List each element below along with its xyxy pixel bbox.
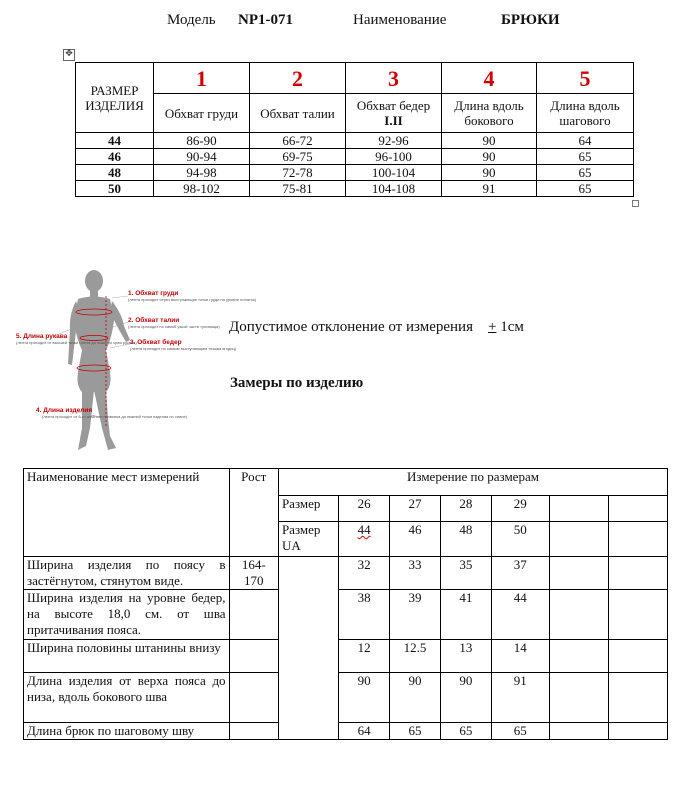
table-row: Длина изделия от верха пояса до низа, вдоль бокового шва 90 90 90 91 [24,673,668,723]
tolerance-text: Допустимое отклонение от измерения + 1см [229,319,524,335]
col-number: 2 [250,63,346,94]
size-header: РАЗМЕР ИЗДЕЛИЯ [76,63,154,133]
svg-text:(лента проходит от высшей точк: (лента проходит от высшей точки плеча до нижнего края рукава) [16,340,137,345]
name-header: Наименование мест измерений [24,469,230,557]
table-move-handle[interactable]: ✥ [63,49,75,61]
col-label: Обхват бедер I.II [346,94,442,133]
col-number: 4 [442,63,537,94]
name-value: БРЮКИ [501,12,560,28]
col-label: Длина вдоль бокового [442,94,537,133]
svg-text:(лента проходит по самой узкой: (лента проходит по самой узкой части туловища) [128,324,220,329]
col-number: 1 [154,63,250,94]
figure-label-waist: 2. Обхват талии [128,317,180,324]
figure-label-sleeve: 5. Длина рукава [16,333,68,340]
table-row: 48 94-98 72-78 100-104 90 65 [76,165,634,181]
col-label: Длина вдоль шагового [537,94,634,133]
model-label: Модель [167,12,216,28]
height-value: 164-170 [229,557,278,590]
table-row: 46 90-94 69-75 96-100 90 65 [76,149,634,165]
table-row: Ширина изделия по поясу в застёгнутом, стянутом виде. 164-170 32 33 35 37 [24,557,668,590]
figure-label-length: 4. Длина изделия [36,407,93,414]
figure-label-hips: 3. Обхват бедер [130,339,182,346]
body-measurement-figure [14,268,257,454]
svg-text:(лента проходит через выступаю: (лента проходит через выступающие точки груди на уровне лопаток) [128,297,257,302]
col-number: 5 [537,63,634,94]
table-resize-handle[interactable] [632,200,639,207]
size-label: Размер [278,496,338,522]
svg-text:(лента проходит от 6-го шейног: (лента проходит от 6-го шейного позвонка до нижней точки изделия по спине) [42,414,188,419]
col-label: Обхват талии [250,94,346,133]
name-label: Наименование [353,12,447,28]
table-row: Ширина половины штанины внизу 12 12.5 13 14 [24,640,668,673]
measure-table: Наименование мест измерений Рост Измерение по размерам Размер 26 27 28 29 Размер UA 44 46 48 50 Ширина изделия по поясу в застёгнутом, стянутом виде. 164-170 32 33 35 37 Ширина изделия на уровне бедер, на высоте 18,0 см. от шва притачивания пояса. 38 39 41 44 Ширина половины штанины внизу 12 12.5 13 14 Длина изделия от верха пояса до низа, вдоль бокового шва 90 90 90 91 Длина брюк по шаговому шву 64 65 65 65 [23,468,668,740]
height-header: Рост [229,469,278,557]
col-number: 3 [346,63,442,94]
size-table [75,62,634,197]
table-row: Ширина изделия на уровне бедер, на высоте 18,0 см. от шва притачивания пояса. 38 39 41 44 [24,590,668,640]
figure-label-chest: 1. Обхват груди [128,290,179,297]
measure-title: Замеры по изделию [230,375,364,391]
table-row: Длина брюк по шаговому шву 64 65 65 65 [24,723,668,740]
table-row: 44 86-90 66-72 92-96 90 64 [76,133,634,149]
col-label: Обхват груди [154,94,250,133]
svg-text:(лента проходит по самым высту: (лента проходит по самым выступающим точкам ягодиц) [130,346,237,351]
model-value: NP1-071 [238,12,293,28]
table-row: 50 98-102 75-81 104-108 91 65 [76,181,634,197]
size-ua-label: Размер UA [278,522,338,557]
sizes-header: Измерение по размерам [278,469,667,496]
